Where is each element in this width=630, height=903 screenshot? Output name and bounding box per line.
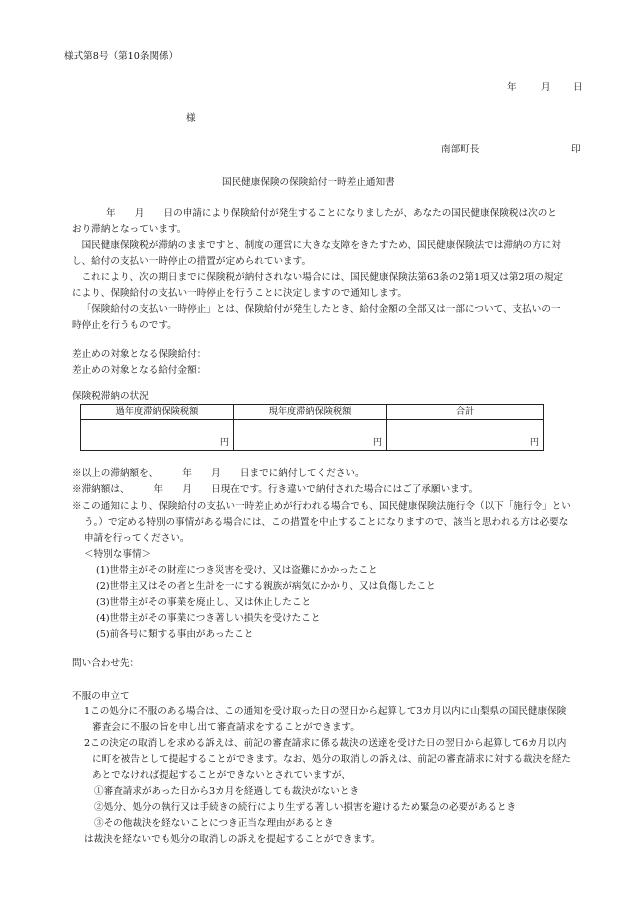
date-day: 日 xyxy=(573,82,583,93)
table-header-row xyxy=(81,405,544,420)
note-special-circumstances: ※この通知により、保険給付の支払い一時差止めが行われる場合でも、国民健康保険法施行令（以下「施行令」という。）で定める特別の事情がある場合には、この措置を中止することになりますので、該当と思われる方は必要な申請を行ってください。 xyxy=(72,501,571,544)
note-as-of-date: ※滞納額は、 年 月 日現在です。行き違いで納付された場合にはご了承願います。 xyxy=(72,484,479,495)
header-total: 合計 xyxy=(387,405,544,420)
body-paragraph-4: 「保険給付の支払い一時停止」とは、保険給付が発生したとき、給付金額の全部又は一部について、支払いの一時停止を行うものです。 xyxy=(72,304,561,331)
contact-label: 問い合わせ先： xyxy=(72,658,140,669)
value-current-year: 円 xyxy=(234,420,387,451)
appeal-exception: ③その他裁決を経ないことにつき正当な理由があるとき xyxy=(94,818,334,829)
sender-name: 南部町長 xyxy=(441,144,480,155)
special-item: (5)前各号に類する事由があったこと xyxy=(96,629,254,640)
appeal-exception: ①審査請求があった日から3カ月を経過しても裁決がないとき xyxy=(94,786,360,797)
body-paragraph-1: 年 月 日の申請により保険給付が発生することになりましたが、あなたの国民健康保険税は次のとおり滞納となっています。 xyxy=(72,208,557,235)
note-payment-deadline: ※以上の滞納額を、 年 月 日までに納付してください。 xyxy=(72,468,365,479)
addressee-suffix: 様 xyxy=(186,113,196,124)
arrears-table xyxy=(80,404,544,451)
special-item: (3)世帯主がその事業を廃止し、又は休止したこと xyxy=(96,597,312,608)
date-month: 月 xyxy=(541,82,551,93)
special-item: (2)世帯主又はその者と生計を一にする親族が病気にかかり、又は負傷したこと xyxy=(96,581,436,592)
target-benefit-label: 差止めの対象となる保険給付： xyxy=(72,349,207,360)
date-year: 年 xyxy=(507,82,517,93)
special-item: (1)世帯主がその財産につき災害を受け、又は盗難にかかったこと xyxy=(96,565,378,576)
arrears-caption: 保険税滞納の状況 xyxy=(72,391,149,402)
body-paragraph-2: 国民健康保険税が滞納のままですと、制度の運営に大きな支障をきたすため、国民健康保険法では滞納の方に対し、給付の支払い一時停止の措置が定められています。 xyxy=(72,240,561,267)
special-item: (4)世帯主がその事業につき著しい損失を受けたこと xyxy=(96,613,321,624)
appeal-item-1: 1この処分に不服のある場合は、この通知を受け取った日の翌日から起算して3カ月以内に山梨県の国民健康保険審査会に不服の旨を申し出て審査請求をすることができます。 xyxy=(84,706,567,733)
header-current-year: 現年度滞納保険税額 xyxy=(234,405,387,420)
value-total: 円 xyxy=(387,420,544,451)
special-heading: ＜特別な事情＞ xyxy=(84,549,152,560)
form-number: 様式第8号（第10条関係） xyxy=(64,51,179,62)
sender-seal: 印 xyxy=(571,144,581,155)
table-row xyxy=(81,420,544,451)
value-prior-year: 円 xyxy=(81,420,234,451)
header-prior-year: 過年度滞納保険税額 xyxy=(81,405,234,420)
appeal-exception: ②処分、処分の執行又は手続きの続行により生ずる著しい損害を避けるため緊急の必要があるとき xyxy=(94,802,517,813)
appeal-closing: は裁決を経ないでも処分の取消しの訴えを提起することができます。 xyxy=(84,834,381,845)
body-paragraph-3: これにより、次の期日までに保険税が納付されない場合には、国民健康保険法第63条の2第1項又は第2項の規定により、保険給付の支払い一時停止を行うことに決定しますので通知します。 xyxy=(72,272,564,299)
document-title: 国民健康保険の保険給付一時差止通知書 xyxy=(222,177,395,188)
appeal-heading: 不服の申立て xyxy=(72,691,130,702)
appeal-item-2: 2この決定の取消しを求める訴えは、前記の審査請求に係る裁決の送達を受けた日の翌日から起算して6カ月以内に町を被告として提起することができます。なお、処分の取消しの訴えは、前記の審査請求に対する裁決を経たあとでなければ提起することができないとされていますが、 xyxy=(84,738,571,781)
target-amount-label: 差止めの対象となる給付金額： xyxy=(72,365,207,376)
